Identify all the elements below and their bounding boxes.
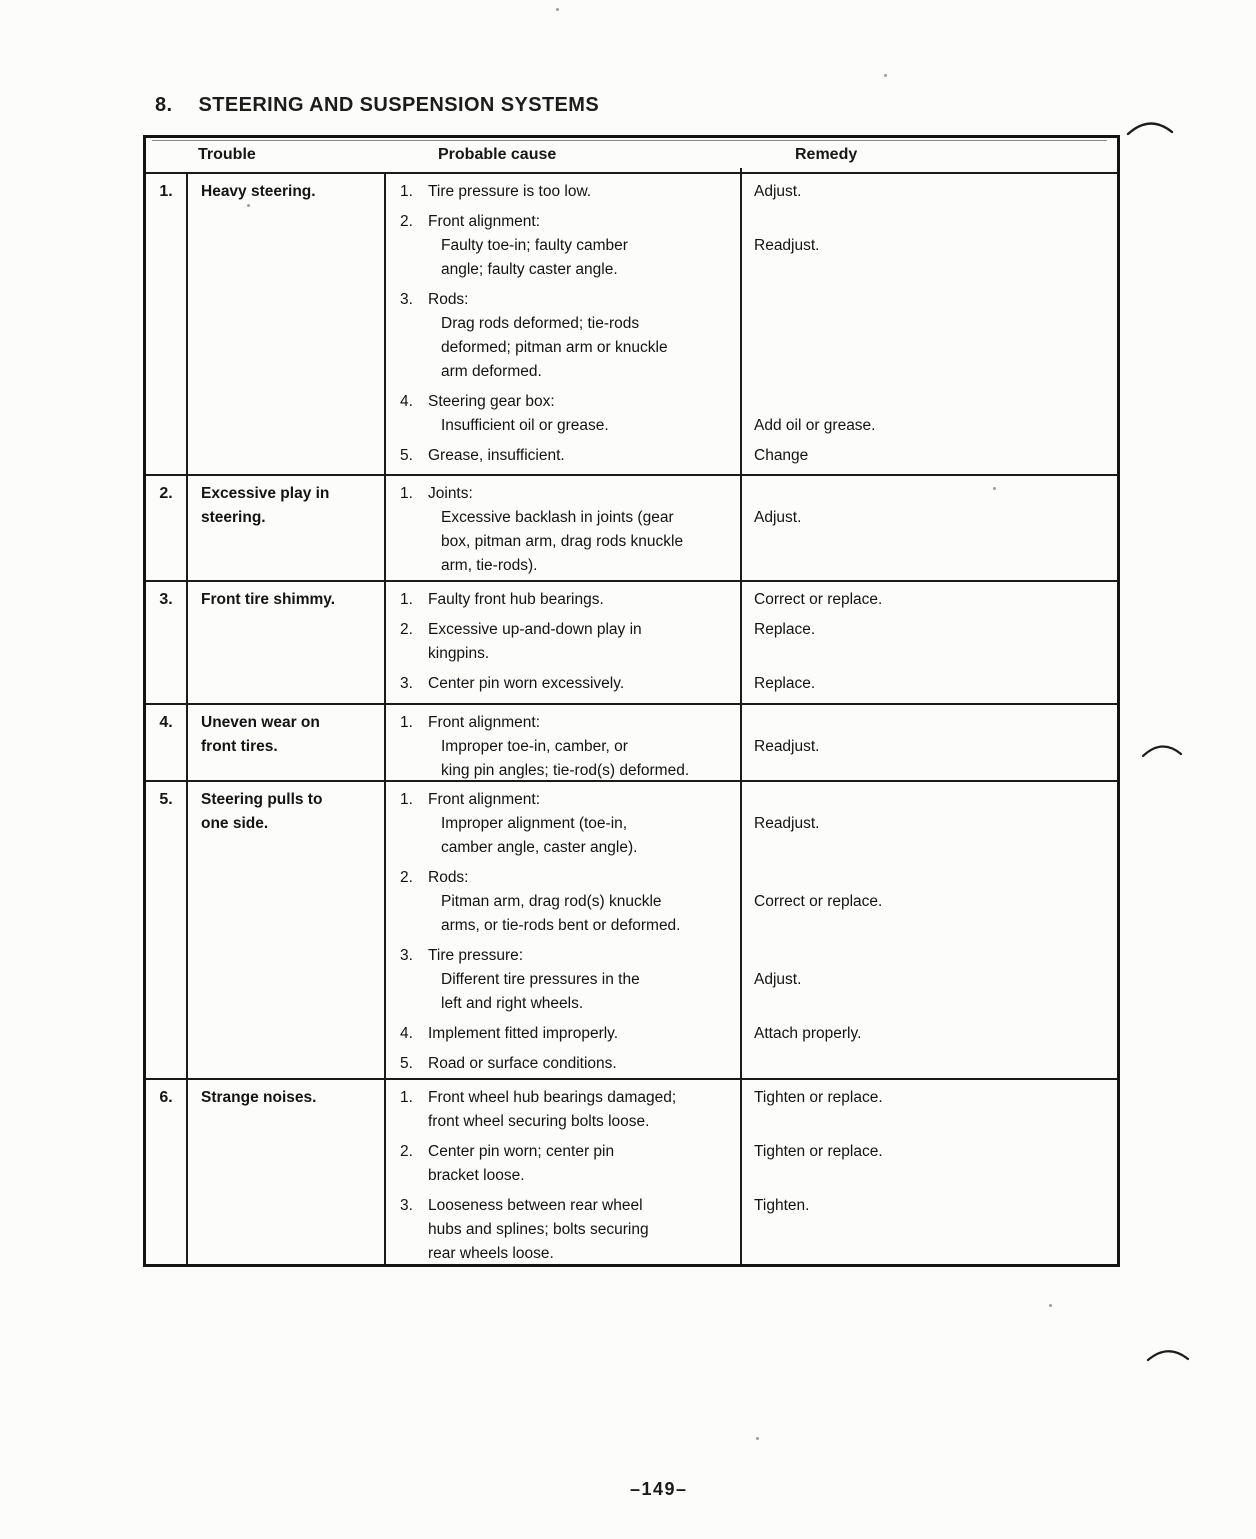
remedy-text: Tighten or replace. bbox=[754, 1089, 883, 1106]
cause-continuation-line: box, pitman arm, drag rods knuckle bbox=[441, 533, 684, 550]
cause-line bbox=[400, 711, 730, 735]
trouble-text: Heavy steering. bbox=[201, 183, 316, 200]
probable-cause bbox=[386, 482, 740, 578]
table-row bbox=[146, 705, 1117, 782]
cause-item-text: Joints: bbox=[428, 485, 473, 502]
probable-cause bbox=[386, 788, 740, 860]
scan-curl-artifact bbox=[1126, 118, 1174, 140]
table-row bbox=[146, 476, 1117, 582]
section-title bbox=[155, 94, 599, 117]
cause-item-number: 4. bbox=[400, 393, 413, 410]
trouble-cell bbox=[188, 705, 386, 789]
cause-remedy-item bbox=[386, 1022, 1117, 1046]
cause-continuation-line: rear wheels loose. bbox=[428, 1245, 554, 1262]
troubleshooting-table bbox=[143, 135, 1120, 1267]
remedy-text: Replace. bbox=[754, 621, 816, 638]
cause-item-text: Implement fitted improperly. bbox=[428, 1025, 619, 1042]
scan-artifact-dot bbox=[556, 8, 559, 11]
cause-continuation-line: Different tire pressures in the bbox=[441, 971, 640, 988]
cause-item-number: 4. bbox=[400, 1025, 413, 1042]
cause-line bbox=[400, 1086, 730, 1110]
cause-item-number: 3. bbox=[400, 1197, 413, 1214]
cause-remedy-item bbox=[386, 444, 1117, 468]
cause-line bbox=[400, 210, 730, 234]
cause-item-text: Front alignment: bbox=[428, 213, 540, 230]
cause-remedy-item bbox=[386, 944, 1117, 1016]
cause-item-number: 2. bbox=[400, 621, 413, 638]
remedy-text bbox=[740, 1052, 1117, 1076]
cause-item-text: Faulty front hub bearings. bbox=[428, 591, 604, 608]
trouble-cell bbox=[188, 476, 386, 584]
cause-remedy-item bbox=[386, 180, 1117, 204]
probable-cause bbox=[386, 288, 740, 384]
probable-cause bbox=[386, 1052, 740, 1076]
probable-cause bbox=[386, 444, 740, 468]
section-number: 8. bbox=[155, 94, 173, 116]
cause-remedy-item bbox=[386, 1086, 1117, 1134]
cause-continuation-line: Improper toe-in, camber, or bbox=[441, 738, 628, 755]
cause-line bbox=[400, 482, 730, 506]
remedy-text: Readjust. bbox=[754, 237, 820, 254]
remedy-text: Tighten or replace. bbox=[754, 1143, 883, 1160]
remedy-text: Adjust. bbox=[754, 183, 802, 200]
trouble-text: Steering pulls to bbox=[201, 791, 323, 808]
cause-line bbox=[400, 390, 730, 414]
trouble-text: Front tire shimmy. bbox=[201, 591, 336, 608]
probable-cause bbox=[386, 1194, 740, 1266]
table-body bbox=[146, 174, 1117, 1264]
remedy-text: Tighten. bbox=[754, 1197, 810, 1214]
cause-continuation-line: arm deformed. bbox=[441, 363, 542, 380]
table-header-row bbox=[146, 138, 1117, 174]
cause-remedy-item bbox=[386, 588, 1117, 612]
remedy-text: Correct or replace. bbox=[754, 591, 883, 608]
probable-cause bbox=[386, 1086, 740, 1134]
trouble-text: one side. bbox=[201, 815, 269, 832]
cause-item-text: Rods: bbox=[428, 869, 469, 886]
page-title: STEERING AND SUSPENSION SYSTEMS bbox=[198, 94, 600, 116]
cause-item-text: Center pin worn excessively. bbox=[428, 675, 625, 692]
cause-item-text: Center pin worn; center pin bbox=[428, 1143, 615, 1160]
probable-cause bbox=[386, 210, 740, 282]
cause-line bbox=[400, 444, 730, 468]
remedy-text: Readjust. bbox=[754, 815, 820, 832]
cause-item-number: 5. bbox=[400, 1055, 413, 1072]
header-trouble: Trouble bbox=[198, 146, 256, 163]
cause-remedy-item bbox=[386, 866, 1117, 938]
cause-line bbox=[400, 672, 730, 696]
remedy-text: Change bbox=[754, 447, 809, 464]
trouble-cell bbox=[188, 582, 386, 703]
probable-cause bbox=[386, 866, 740, 938]
cause-item-number: 1. bbox=[400, 1089, 413, 1106]
probable-cause bbox=[386, 1140, 740, 1188]
remedy-text: Adjust. bbox=[754, 971, 802, 988]
scan-artifact-dot bbox=[884, 74, 887, 77]
cause-continuation-line: arms, or tie-rods bent or deformed. bbox=[441, 917, 681, 934]
cause-item-text: Tire pressure is too low. bbox=[428, 183, 592, 200]
cause-line bbox=[400, 180, 730, 204]
cause-remedy-item bbox=[386, 788, 1117, 860]
cause-continuation-line: Excessive backlash in joints (gear bbox=[441, 509, 674, 526]
trouble-cell bbox=[188, 1080, 386, 1267]
trouble-cell bbox=[188, 782, 386, 1082]
cause-item-text: Front wheel hub bearings damaged; bbox=[428, 1089, 677, 1106]
row-number: 4. bbox=[146, 705, 188, 789]
cause-item-text: Tire pressure: bbox=[428, 947, 524, 964]
cause-continuation-line: bracket loose. bbox=[428, 1167, 525, 1184]
scan-artifact-dot bbox=[1049, 1304, 1052, 1307]
scan-curl-artifact bbox=[1141, 741, 1183, 761]
header-remedy: Remedy bbox=[795, 146, 858, 163]
cause-item-number: 2. bbox=[400, 213, 413, 230]
cause-remedy-item bbox=[386, 711, 1117, 783]
cause-continuation-line: king pin angles; tie-rod(s) deformed. bbox=[441, 762, 690, 779]
cause-remedy-item bbox=[386, 672, 1117, 696]
probable-cause bbox=[386, 588, 740, 612]
cause-line bbox=[400, 1052, 730, 1076]
table-row bbox=[146, 1080, 1117, 1264]
cause-line bbox=[400, 1022, 730, 1046]
remedy-text: Attach properly. bbox=[754, 1025, 862, 1042]
probable-cause bbox=[386, 180, 740, 204]
cause-item-number: 1. bbox=[400, 485, 413, 502]
row-number: 6. bbox=[146, 1080, 188, 1267]
row-number: 2. bbox=[146, 476, 188, 584]
probable-cause bbox=[386, 711, 740, 783]
row-number: 1. bbox=[146, 174, 188, 474]
remedy-text: Readjust. bbox=[754, 738, 820, 755]
cause-continuation-line: hubs and splines; bolts securing bbox=[428, 1221, 649, 1238]
cause-continuation-line: Drag rods deformed; tie-rods bbox=[441, 315, 640, 332]
table-row bbox=[146, 782, 1117, 1080]
remedy-text: Add oil or grease. bbox=[754, 417, 876, 434]
trouble-text: front tires. bbox=[201, 738, 278, 755]
cause-item-number: 3. bbox=[400, 675, 413, 692]
cause-item-text: Steering gear box: bbox=[428, 393, 555, 410]
cause-continuation-line: Improper alignment (toe-in, bbox=[441, 815, 628, 832]
cause-item-number: 2. bbox=[400, 869, 413, 886]
cause-line bbox=[400, 588, 730, 612]
cause-remedy-cell bbox=[386, 582, 1117, 703]
cause-continuation-line: deformed; pitman arm or knuckle bbox=[441, 339, 668, 356]
cause-remedy-item bbox=[386, 1052, 1117, 1076]
cause-remedy-item bbox=[386, 618, 1117, 666]
scan-artifact-dot bbox=[993, 487, 996, 490]
cause-item-text: Looseness between rear wheel bbox=[428, 1197, 643, 1214]
cause-item-number: 5. bbox=[400, 447, 413, 464]
cause-continuation-line: kingpins. bbox=[428, 645, 490, 662]
cause-continuation-line: camber angle, caster angle). bbox=[441, 839, 638, 856]
table-row bbox=[146, 582, 1117, 705]
remedy-text: Replace. bbox=[754, 675, 816, 692]
cause-remedy-item bbox=[386, 288, 1117, 384]
cause-item-number: 3. bbox=[400, 291, 413, 308]
cause-remedy-item bbox=[386, 1194, 1117, 1266]
cause-line bbox=[400, 618, 730, 642]
cause-item-number: 1. bbox=[400, 183, 413, 200]
header-probable-cause: Probable cause bbox=[438, 146, 557, 163]
cause-remedy-cell bbox=[386, 476, 1117, 584]
cause-item-text: Road or surface conditions. bbox=[428, 1055, 617, 1072]
cause-continuation-line: arm, tie-rods). bbox=[441, 557, 538, 574]
cause-continuation-line: Faulty toe-in; faulty camber bbox=[441, 237, 628, 254]
cause-item-number: 3. bbox=[400, 947, 413, 964]
trouble-text: Excessive play in bbox=[201, 485, 330, 502]
cause-item-text: Front alignment: bbox=[428, 714, 540, 731]
probable-cause bbox=[386, 1022, 740, 1046]
row-number: 3. bbox=[146, 582, 188, 703]
cause-continuation-line: Insufficient oil or grease. bbox=[441, 417, 609, 434]
cause-item-number: 1. bbox=[400, 591, 413, 608]
trouble-text: steering. bbox=[201, 509, 266, 526]
trouble-cell bbox=[188, 174, 386, 474]
remedy-text bbox=[740, 288, 1117, 384]
cause-line bbox=[400, 944, 730, 968]
cause-remedy-item bbox=[386, 390, 1117, 438]
trouble-text: Strange noises. bbox=[201, 1089, 317, 1106]
cause-continuation-line: front wheel securing bolts loose. bbox=[428, 1113, 650, 1130]
cause-line bbox=[400, 288, 730, 312]
cause-item-number: 1. bbox=[400, 714, 413, 731]
cause-item-text: Grease, insufficient. bbox=[428, 447, 565, 464]
trouble-text: Uneven wear on bbox=[201, 714, 320, 731]
cause-line bbox=[400, 1140, 730, 1164]
cause-line bbox=[400, 788, 730, 812]
remedy-text: Correct or replace. bbox=[754, 893, 883, 910]
probable-cause bbox=[386, 390, 740, 438]
cause-continuation-line: left and right wheels. bbox=[441, 995, 584, 1012]
cause-remedy-cell bbox=[386, 782, 1117, 1082]
cause-line bbox=[400, 1194, 730, 1218]
cause-remedy-item bbox=[386, 1140, 1117, 1188]
cause-remedy-item bbox=[386, 482, 1117, 578]
cause-line bbox=[400, 866, 730, 890]
cause-continuation-line: Pitman arm, drag rod(s) knuckle bbox=[441, 893, 662, 910]
cause-item-text: Front alignment: bbox=[428, 791, 540, 808]
cause-remedy-item bbox=[386, 210, 1117, 282]
probable-cause bbox=[386, 944, 740, 1016]
row-number: 5. bbox=[146, 782, 188, 1082]
page-number: –149– bbox=[630, 1479, 688, 1499]
scan-curl-artifact bbox=[1146, 1347, 1190, 1365]
cause-item-text: Excessive up-and-down play in bbox=[428, 621, 642, 638]
scan-artifact-dot bbox=[756, 1437, 759, 1440]
cause-item-number: 1. bbox=[400, 791, 413, 808]
cause-continuation-line: angle; faulty caster angle. bbox=[441, 261, 618, 278]
table-row bbox=[146, 174, 1117, 476]
probable-cause bbox=[386, 618, 740, 666]
remedy-text: Adjust. bbox=[754, 509, 802, 526]
cause-remedy-cell bbox=[386, 174, 1117, 474]
probable-cause bbox=[386, 672, 740, 696]
scan-artifact-dot bbox=[247, 204, 250, 207]
cause-item-number: 2. bbox=[400, 1143, 413, 1160]
cause-remedy-cell bbox=[386, 705, 1117, 789]
cause-remedy-cell bbox=[386, 1080, 1117, 1267]
cause-item-text: Rods: bbox=[428, 291, 469, 308]
